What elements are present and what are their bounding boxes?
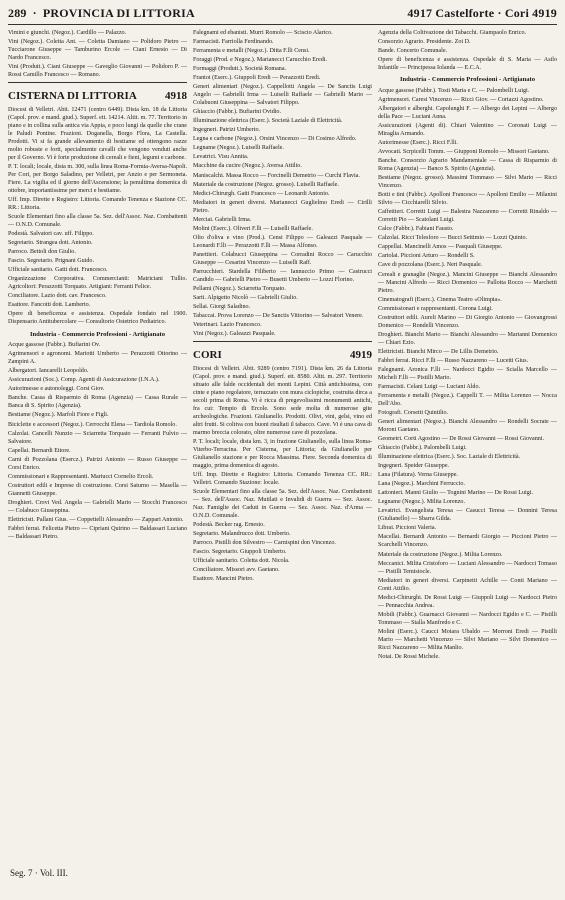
directory-entry: Parrucchieri. Stardella Filiberto — Iannuccio Primo — Castrucci Candido — Gabrielli Pietro — Busetti Umberto — Lozzi Florino.: [193, 268, 372, 283]
directory-entry: Foraggi (Prod. e Negoz.). Marianecci Carucchio Eredi.: [193, 57, 328, 64]
directory-entry: Lana (Negoz.). Marchini Ferruccio.: [378, 481, 465, 488]
directory-entry: Opere di beneficenza e assistenza. Ospedale fondato nel 1900. Dispensario Antitubercolare — Consultorio Ostetrico Pediatrico.: [8, 311, 187, 326]
directory-entry: Ufficiale sanitario. Coletta dott. Nicola.: [193, 558, 290, 565]
page-number: 289: [8, 6, 27, 20]
section-title: CORI: [193, 349, 222, 362]
directory-entry: Ferramenta e metalli (Negoz.). Ditta F.lli Censi.: [193, 48, 310, 55]
directory-entry: Autorimesse e autonoleggi. Corsi Giov.: [8, 386, 105, 393]
section-intro: Diocesi di Velletri. Abit. 12471 (centro 6449). Dista km. 18 da Littoria (Capol. prov. e mand. giud.). Superf. ett. 14214. Altit. m. 77. Territorio in piano e in collina sulla antica via Appia, e poco lungi da quelle che crane le Paludi Pontine. Frazioni. Doganella, Borgo Flora, La Castella. Prodotti. Vi si fa grande allevamento di bestiame ed ottengono razze molto robuste e forti, specialmente cavalli che vengono venduti anche per il Governo. Vi è forte produzione di cereali e fieni, legumi e carbone.: [8, 106, 187, 161]
directory-entry: Levatrici. Evangelista Teresa — Casucci Teresa — Donnini Teresa (Giulianello) — Sbarra Gilda.: [378, 508, 557, 523]
directory-entry: Ingegneri. Patrizi Umberto.: [193, 127, 261, 134]
directory-entry: Tabaccai. Prova Lorenzo — De Sanctis Vittorino — Salvatori Venere.: [193, 313, 364, 319]
directory-entry: Macchine da cucire (Negoz.). Aversa Attilio.: [193, 163, 302, 170]
directory-entry: Capellai. Bernardi Ettore.: [8, 447, 71, 454]
industry-heading: Industria - Commercio Professioni - Artigianato: [29, 330, 166, 338]
directory-entry: Calzolai. Cancelli Nunzio — Sciarretta Torquato — Ferranti Fulvio — Salvatore.: [8, 430, 187, 445]
directory-entry: Fascio. Segretario. Giuppoli Umberto.: [193, 549, 287, 556]
directory-entry: Bestiame (Negoz. grosso). Massimi Tommaso — Silvi Mario — Ricci Vincenzo.: [378, 175, 557, 190]
directory-entry: Esattore. Mancini Pietro.: [193, 576, 254, 583]
directory-entry: Biciclette e accessori (Negoz.). Cerrocchi Elena — Tardiola Romolo.: [8, 421, 177, 428]
directory-entry: Segretario. Strangea dott. Antonio.: [8, 240, 93, 247]
directory-entry: Notai. De Rossi Michele.: [378, 653, 440, 660]
directory-entry: Cereali e granaglie (Negoz.). Mancini Giuseppe — Bianchi Alessandro — Mancini Alfredo — Ricci Domenico — Pallotta Rocco — Marchetti Pietro.: [378, 271, 557, 294]
directory-entry: Illuminazione elettrica (Eserc.). Soc. Laziale di Elettricità.: [378, 454, 521, 461]
section-heading-cisterna: [8, 89, 187, 104]
section-transport: P. T. locali; locale, dista m. 300, sulla linea Roma-Formia-Aversa-Napoli. Per Cori, per Borgo Saladino, per Velletri, per Anzio e per Sermoneta. Fiere. La vigilia ed il giorno dell'Ascensione; la penultima domenica di ottobre, importantissime per merci e bestiame.: [8, 163, 187, 195]
header-left: [8, 6, 195, 21]
directory-entry: Molini (Eserc.). Caucci Moiara Ubaldo — Morroni Eredi — Pistilli Mario — Marchetti Vincenzo — Silvi Mariano — Silvi Domenico — Ricci Nazzareno — Milita Manlio.: [378, 628, 557, 651]
directory-entry: Materiale da costruzione (Negoz. grosso). Luiselli Raffaele.: [193, 181, 339, 188]
directory-entry: Costruttori edili e Imprese di costruzione. Corsi Saturno — Masella — Giannetti Giuseppe.: [8, 482, 187, 497]
directory-entry: Mediatori in generi diversi. Marianecci Guglielmo Eredi — Cirilli Pietro.: [193, 199, 372, 214]
directory-entry: Calzolai. Ricci Telesforo — Bucci Settimio — Lozzi Quinto.: [378, 235, 528, 242]
directory-entry: Levatrici. Visu Annita.: [193, 154, 249, 161]
directory-entry: Scuole Elementari fino alla classe 5a. Sez. dell'Assoc. Naz. Combattenti — Sez. dell'Assoc. Naz. Mutilati e Invalidi di Guerra — Sez. Assoc. Naz. Famiglie dei Caduti in Guerra — Sez. Assoc. Naz. d'Arma — O.N.D. Comunale.: [193, 489, 372, 520]
directory-entry: Ingegneri. Speider Giuseppe.: [378, 463, 450, 470]
directory-entry: Sellai. Giorgi Saladino.: [193, 303, 251, 310]
directory-entry: Molini (Eserc.). Oliveri F.lli — Luiselli Raffaele.: [193, 225, 313, 232]
directory-entry: Medici-Chirurghi. De Rossi Luigi — Giuppoli Luigi — Nardocci Pietro — Pennacchia Andrea.: [378, 594, 557, 609]
section-number: 4919: [350, 349, 372, 362]
header-right-title: 4917 Castelforte · Cori 4919: [407, 6, 557, 20]
directory-entry: Caffettieri. Corretti Luigi — Balestra Nazzareno — Corretti Rinaldo — Corretti Pio — Scatolani Luigi.: [378, 209, 557, 224]
directory-entry: Acque gassose (Fabbr.). Bufiarini Ov.: [8, 342, 101, 349]
directory-entry: Falegnami ed ebanisti. Murri Romolo — Sciscio Alarico.: [193, 30, 333, 36]
directory-entry: Assicurazioni (Agenti di). Chiari Valentino — Coronati Luigi — Miraglia Armando.: [378, 122, 557, 138]
directory-entry: Botti e tini (Fabbr.). Apolloni Francesco — Apolloni Emilio — Milanini Silvio — Cicchiarelli Silvio.: [378, 192, 557, 207]
column-1: [8, 29, 187, 869]
directory-entry: Acque gassose (Fabbr.). Tosti Maria e C. — Palombelli Luigi.: [378, 87, 530, 94]
text-columns: [8, 29, 557, 869]
directory-entry: Meccanici. Milita Cristoforo — Luciani Alessandro — Nardocci Tomaso — Pistilli Temistocle.: [378, 560, 557, 575]
directory-entry: Legname (Negoz.). Milita Lorenzo.: [378, 499, 465, 506]
directory-entry: Uff. Imp. Dirette e Registro: Littoria. Comando Tenenza e Stazione CC. RR.: Littoria.: [8, 197, 187, 212]
directory-entry: Panettieri. Colabucci Giuseppina — Corradini Rocco — Carucchio Giuseppe — Cesarini Vincenzo — Luiselli Raff.: [193, 251, 372, 266]
col1-entries: [8, 196, 187, 326]
directory-entry: Materiale da costruzione (Negoz.). Milita Lorenzo.: [378, 551, 503, 558]
col3-top-entries: [378, 29, 557, 72]
directory-entry: Ghiaccio (Fabbr.). Palombelli Luigi.: [378, 445, 467, 452]
directory-entry: Agenzia della Coltivazione dei Tabacchi. Giampaolo Enrico.: [378, 30, 527, 36]
directory-entry: Elettricisti. Pallani Gius. — Coppettelli Alessandro — Zappari Antonio.: [8, 516, 184, 523]
directory-entry: Conciliatore. Missori avv. Gaetano.: [193, 567, 280, 574]
directory-entry: Lana (Filatura). Verna Giuseppe.: [378, 472, 458, 479]
section-intro: Diocesi di Velletri. Abit. 9289 (centro 7191). Dista km. 26 da Littoria (Capol. prov. e mand. giud.). Superf. ett. 8580. Altit. m. 297. Territorio situato alle falde occidentali dei monti Lepini. Città antichissima, con cinte e piano regolatore, terrazzato con mura ciclopiche, costruita dirca a secoli prima di Roma. Vi è ricca di pregevolissimi monumenti antichi, fra cui: Tempio di Ercole. Sono sede molta di numerose gite archeologiche. Frazioni. Giulianello. Prodotti. Olivi, vini, gelsi, vino ed altri frutti. Si coltiva con buoni risultati il tabacco. Cave. Vi è una cava di marmo breccia colorato, oltre numerose cave di pozzolana.: [193, 365, 372, 436]
directory-entry: Agrimensori. Caresi Vincenzo — Ricci Giov. — Cortazzi Agostino.: [378, 96, 544, 103]
directory-entry: Sarti. Alpigetto Nicolò — Gabrielli Giulio.: [193, 294, 298, 301]
directory-entry: Agrimensori e agronomi. Mariotti Umberto — Perazzotti Ottorino — Zampini A.: [8, 351, 187, 366]
directory-entry: Vimini e giunchi. (Negoz.). Cardillo — Palazzo.: [8, 30, 127, 36]
page-header: [8, 6, 557, 25]
directory-entry: Fabbri ferrai. Ricci F.lli — Russo Nazzareno — Lucetti Gius.: [378, 357, 529, 364]
directory-entry: Podestà. Salvatori cav. uff. Filippo.: [8, 231, 94, 238]
directory-entry: Mobili (Fabbr.). Guarnacci Giovanni — Nardocci Egidio e C. — Pistilli Tommaso — Stalla Manfredo e C.: [378, 611, 557, 626]
directory-entry: Ferramenta e metalli (Negoz.). Cappelli T. — Milita Lorenzo — Nocca Dell'Abo.: [378, 392, 557, 407]
directory-entry: Opere di beneficenza e assistenza. Ospedale di S. Maria — Asilo Infantile — Principessa Iolanda — E.C.A.: [378, 57, 557, 72]
section-number: 4918: [165, 90, 187, 103]
directory-entry: Merciai. Gabrielli Irma.: [193, 216, 252, 223]
directory-entry: Conciliatore. Lazio dott. cav. Francesco.: [8, 293, 107, 300]
directory-entry: Ufficiale sanitario. Gatti dott. Francesco.: [8, 267, 108, 274]
page-footer: Seg. 7 · Vol. III.: [10, 868, 68, 878]
directory-entry: Esattore. Fancotti dott. Lamberto.: [8, 302, 91, 309]
directory-entry: Pellami (Negoz.). Sciarretta Torquato.: [193, 285, 286, 292]
directory-entry: Legname (Negoz.). Luiselli Raffaele.: [193, 145, 284, 152]
directory-entry: Generi alimentari (Negoz.). Bianchi Alessandro — Rondelli Socrate — Moroni Gaetano.: [378, 419, 557, 434]
directory-entry: Mediatori in generi diversi. Carpinetti Achille — Conti Mariano — Conti Attilio.: [378, 577, 557, 592]
directory-entry: Cinematografi (Eserc.). Cinema Teatro «Olimpia».: [378, 296, 502, 303]
directory-entry: Falegnami. Aronica F.lli — Nardocci Egidio — Scialla Marcello — Micheli F.lli — Pistilli Mario.: [378, 366, 557, 381]
section-divider: [193, 341, 372, 342]
directory-entry: Ghiaccio (Fabbr.). Bufiarini Ovidio.: [193, 109, 282, 116]
directory-entry: Generi alimentari (Negoz.). Cappellotti Angela — De Sanctis Luigi Angelo — Gabrielli Irma — Luiselli Raffaele — Gabrielli Mario — Colabuoni Giuseppina — Salvatori Filippo.: [193, 84, 372, 107]
directory-entry: Albergatori e alberghi. Capolunghi F. — Albergo dei Lepini — Albergo della Pace — Luciani Anna.: [378, 105, 557, 120]
directory-entry: Uff. Imp. Dirette e Registro: Littoria. Comando Tenenza CC. RR.: Velletri. Comando Stazione: locale.: [193, 472, 372, 487]
directory-entry: Cave di pozzolana (Eserc.). Neri Pasquale.: [378, 262, 483, 269]
directory-entry: Farmacisti. Celani Luigi — Luciani Aldo.: [378, 383, 481, 390]
directory-entry: Droghieri. Crovi Ved. Angela — Gabrielli Mario — Stocchi Francesco — Colabuco Giuseppina.: [8, 499, 187, 514]
directory-entry: Fabbri ferrai. Felicetta Pietro — Cipriani Quirino — Baldassari Luciano — Baldassari Pietro.: [8, 525, 187, 540]
header-separator: ·: [32, 6, 37, 20]
directory-entry: Parroco. Pistilli don Silvestro — Carnispini don Vincenzo.: [193, 540, 336, 547]
directory-entry: Cartolai. Piccioni Arturo — Rondelli S.: [378, 253, 475, 260]
directory-entry: Geometri. Corti Agostino — De Rossi Giovanni — Rossi Giovanni.: [378, 436, 545, 443]
column-3: [378, 29, 557, 869]
province-title: PROVINCIA DI LITTORIA: [42, 6, 195, 20]
directory-entry: Vini (Negoz.). Galeazzi Pasquale.: [193, 331, 276, 338]
directory-entry: Fotografi. Corsetti Quintilio.: [378, 410, 449, 417]
section-divider: [8, 82, 187, 83]
directory-entry: Medici-Chirurgh. Gatti Francesco — Leonardi Antonio.: [193, 190, 330, 197]
directory-entry: Assicurazioni (Soc.). Comp. Agenti di Assicurazione (I.N.A.).: [8, 377, 160, 384]
column-2: [193, 29, 372, 869]
section-heading-cori: [193, 348, 372, 363]
directory-entry: Commissionari e Rappresentanti. Mariucci Cornelio Ercoli.: [8, 473, 154, 480]
directory-entry: Maniscalchi. Massa Rocco — Forcinelli Demetrio — Curchi Flavia.: [193, 172, 360, 179]
directory-entry: Calce (Fabbr.). Fabiani Fausto.: [378, 226, 454, 233]
industry-heading: Industria - Commercio Professioni - Artigianato: [399, 76, 536, 84]
directory-entry: Farmacisti. Farriolla Ferdinando.: [193, 39, 274, 46]
directory-entry: Cappellai. Mancinelli Amos — Pasquali Giuseppe.: [378, 244, 503, 251]
col2-entries: [193, 471, 372, 583]
directory-entry: Elettricisti. Bianchi Mirco — De Lillis Demetrio.: [378, 348, 499, 355]
directory-entry: Vini (Negoz.). Coletta Ant. — Coletta Damiano — Polidoro Pietro — Tucciarone Giuseppe — Tamburino Ercole — Ciani Ernesto — Di Nardo Francesco.: [8, 39, 187, 62]
directory-entry: Bestiame (Negoz.). Marfoli Fiore e Figli.: [8, 412, 109, 419]
directory-entry: Librai. Piccioni Valeria.: [378, 525, 437, 532]
directory-entry: Parroco. Bettoli don Giulio.: [8, 249, 76, 256]
section-title: CISTERNA DI LITTORIA: [8, 90, 137, 103]
directory-entry: Vini (Produtt.). Ciani Giuseppe — Gaveglio Giovanni — Polidoro P. — Rossi Camillo Francesco — Romano.: [8, 64, 187, 79]
col2-top-entries: [193, 29, 372, 338]
directory-entry: Bande. Concerto Comunale.: [378, 48, 448, 55]
directory-entry: Macellai. Bernardi Antonio — Bernardi Giorgio — Piccioni Pietro — Scarchelli Vincenzo.: [378, 534, 557, 549]
directory-entry: Olio d'oliva e vino (Prod.). Censi Filippo — Galeazzi Pasquale — Leonardi F.lli — Perazzotti F.lli — Massa Alfonso.: [193, 234, 372, 249]
directory-entry: Consorzio Agrario. Presidente. Zoi D.: [378, 39, 471, 46]
directory-entry: Droghieri. Bianchi Mario — Bianchi Alessandro — Marianni Domenico — Chiari Ezio.: [378, 331, 557, 346]
directory-entry: Illuminazione elettrica (Eserc.). Società Laziale di Elettricità.: [193, 118, 343, 125]
directory-entry: Podestà. Becker rag. Ernesto.: [193, 522, 265, 529]
directory-entry: Autorimesse (Eserc.). Ricci F.lli.: [378, 140, 458, 147]
section-transport: P. T. locali; locale, dista km. 3, in frazione Giulianello, sulla linea Roma-Viterbo-Terracina. Per Cisterna, per Littoria; da Giulianello per Giulianello stazione e per Rocca Massima. Fiere. Seconda domenica di maggio, prima domenica di agosto.: [193, 438, 372, 469]
directory-entry: Fascio. Segretario. Prignani Guido.: [8, 258, 94, 265]
directory-entry: Organizzazione Corporativa. Commercianti: Matriciani Tullio. Agricoltori: Perazzotti Torquato. Artigiani: Ferranti Felice.: [8, 276, 187, 291]
directory-entry: Formaggi (Produtt.). Società Romana.: [193, 66, 287, 73]
col1-top-entries: [8, 29, 187, 79]
col1-industry-entries: [8, 341, 187, 541]
directory-entry: Albergatori. Iancarelli Leopoldo.: [8, 368, 89, 375]
directory-entry: Avvocati. Scrpicelli Tomm. — Giupponi Romolo — Missori Gaetano.: [378, 149, 550, 156]
directory-entry: Scuole Elementari fino alla classe 5a. Sez. dell'Assoc. Naz. Combattenti — O.N.D. Comunale.: [8, 214, 187, 229]
directory-entry: Costruttori edili. Aureli Marino — Di Giorgio Antonio — Giovangrossi Domenico — Rondelli Vincenzo.: [378, 314, 557, 329]
col3-industry-entries: [378, 87, 557, 661]
directory-entry: Legna e carbone (Negoz.). Orsini Vincenzo — Di Cosimo Alfredo.: [193, 136, 357, 143]
directory-entry: Banche. Consorzio Agrario Mandamentale — Cassa di Risparmio di Roma (Agenzia) — Banco S. Spirito (Agenzia).: [378, 158, 557, 173]
directory-entry: Lattonieri. Manni Giulio — Tognini Marino — De Rossi Luigi.: [378, 490, 534, 497]
directory-entry: Frantoi (Eserc.). Giuppoli Eredi — Perazzotti Eredi.: [193, 75, 321, 82]
directory-entry: Banche. Cassa di Risparmio di Roma (Agenzia) — Cassa Rurale — Banca di S. Spirito (Agenzia).: [8, 395, 187, 410]
directory-entry: Commissionari e rappresentanti. Corona Luigi.: [378, 305, 493, 312]
directory-entry: Segretario. Malandrucco dott. Umberto.: [193, 531, 291, 538]
directory-entry: Carni di Pozzolana (Esercz.). Patrizi Antonio — Russo Giuseppe — Corsi Enrico.: [8, 456, 187, 471]
directory-entry: Veterinari. Lazio Francesco.: [193, 322, 262, 329]
